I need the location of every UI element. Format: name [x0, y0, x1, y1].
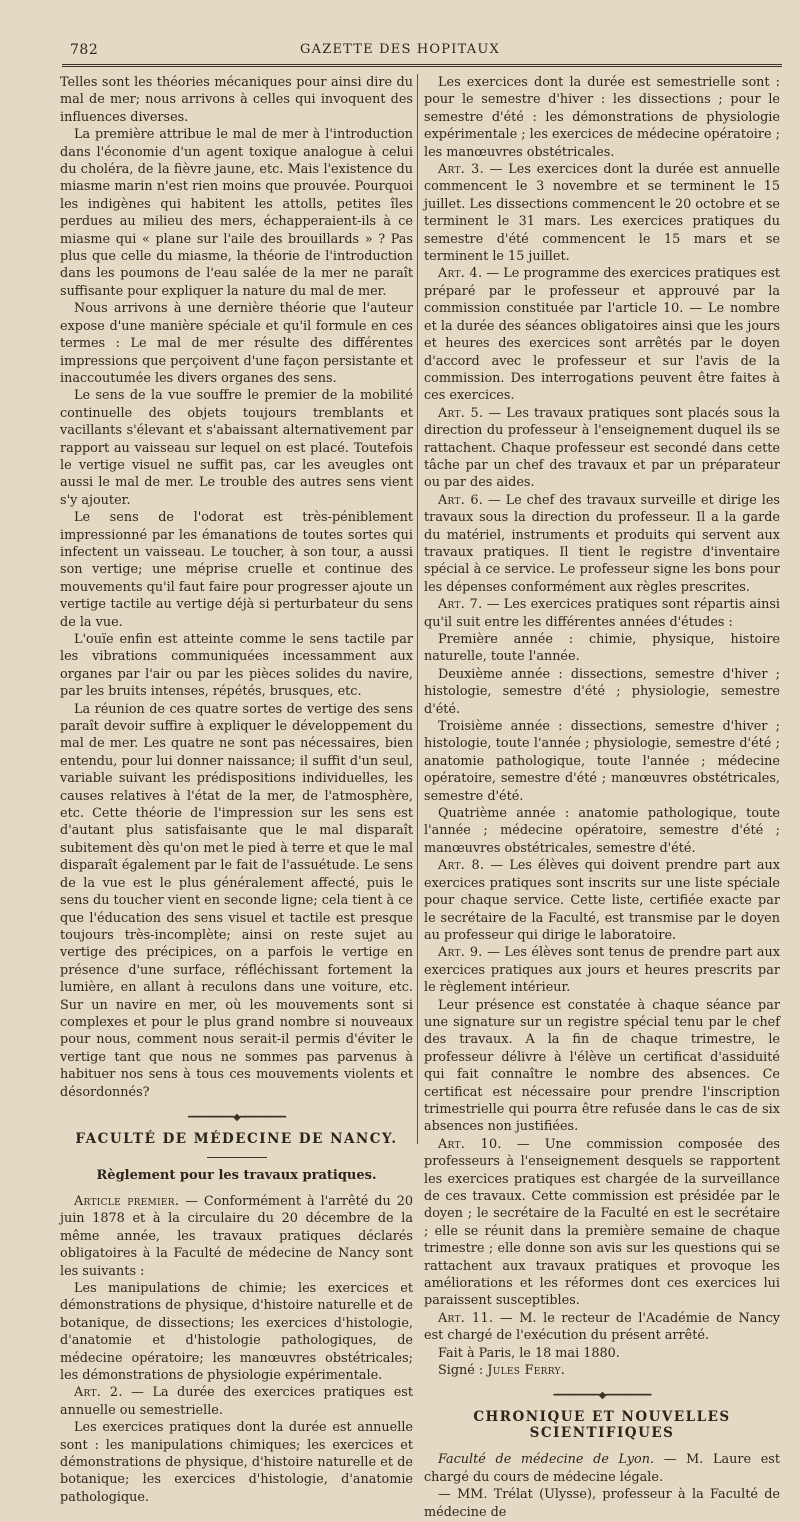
article-paragraph — [60, 1193, 413, 1280]
section-ornament: ━━━━━━━━━◆━━━━━━━━━ — [187, 1111, 286, 1123]
right-column — [424, 74, 780, 1521]
section-title: CHRONIQUE ET NOUVELLES SCIENTIFIQUES — [473, 1409, 731, 1442]
article-text: — Conformément à l'arrêté du 20 juin 1878 et à la circulaire du 20 décembre de la même année, les travaux pratiques déclarés obligatoires à la Faculté de médecine de Nancy sont les suivants : — [60, 1193, 413, 1279]
news-place: Faculté de médecine de Lyon. — [438, 1452, 655, 1468]
article-paragraph — [60, 1384, 413, 1419]
paragraph: Nous arrivons à une dernière théorie que l'auteur expose d'une manière spéciale et qu'il formule en ces termes : Le mal de mer résulte des différentes impressions que perçoivent d'une façon persistante et inaccoutumée les divers organes des sens. — [60, 301, 413, 386]
article-label: Art. 8. — [438, 858, 485, 874]
article-label: Art. 6. — [438, 492, 484, 508]
article-text: — Les exercices pratiques sont répartis ainsi qu'il suit entre les différentes années d'études : — [424, 597, 780, 630]
subsection-title: Règlement pour les travaux pratiques. — [96, 1167, 377, 1183]
article-paragraph — [424, 161, 780, 265]
column-divider — [417, 74, 418, 1144]
article-label: Art. 10. — [438, 1136, 502, 1152]
paragraph: Leur présence est constatée à chaque séance par une signature sur un registre spécial tenu par le chef des travaux. A la fin de chaque trimestre, le professeur délivre à l'élève un certificat d'assiduité qui fait connaître le nombre des absences. Ce certificat est nécessaire pour prendre l'inscription trimestrielle qui pourra être refusée dans le cas de six absences non justifiées. — [424, 997, 780, 1135]
article-label: Art. 9. — [438, 945, 483, 961]
paragraph: Les manipulations de chimie; les exercices et démonstrations de physique, d'histoire naturelle et de botanique, de dissections; les exercices d'histologie, d'anatomie et d'histologie pathologiques, de médecine opératoire; les manœuvres obstétricales; les démonstrations de physiologie expérimentale. — [60, 1281, 413, 1384]
signature — [424, 1362, 780, 1379]
article-paragraph — [424, 596, 780, 631]
signed-label: Signé : — [438, 1363, 488, 1379]
article-text: — Les exercices dont la durée est annuelle commencent le 3 novembre et se terminent le 15 juillet. Les dissections commencent le 20 octobre et se terminent le 31 mars. Les exercices pratiques du semestre d'été commencent le 15 mars et se terminent le 15 juillet. — [424, 162, 780, 265]
date-line: Fait à Paris, le 18 mai 1880. — [438, 1345, 620, 1361]
paragraph: Le sens de la vue souffre le premier de la mobilité continuelle des objets toujours tremblants et vacillants s'élevant et s'abaissant alternativement par rapport au vaisseau sur lequel on est placé. Toutefois le vertige visuel ne suffit pas, car les aveugles ont aussi le mal de mer. Le trouble des autres sens vient s'y ajouter. — [60, 388, 413, 508]
section-ornament: ━━━━━━━━━◆━━━━━━━━━ — [553, 1390, 651, 1402]
article-paragraph — [424, 1136, 780, 1310]
running-title: GAZETTE DES HOPITAUX — [300, 42, 500, 57]
header-rule — [62, 64, 782, 67]
left-column — [60, 74, 413, 1506]
article-paragraph — [424, 857, 780, 944]
news-text: — M. Laure est chargé du cours de médecine légale. — [424, 1452, 780, 1485]
year-paragraph: Deuxième année : dissections, semestre d'hiver ; histologie, semestre d'été ; physiologie, semestre d'été. — [424, 666, 780, 717]
article-text: — Les élèves qui doivent prendre part aux exercices pratiques sont inscrits sur une liste spéciale pour chaque service. Cette liste, certifiée exacte par le secrétaire de la Faculté, est transmise par le doyen au professeur qui dirige le laboratoire. — [424, 858, 781, 943]
article-paragraph — [424, 405, 780, 492]
article-label: Art. 7. — [438, 597, 483, 613]
paragraph: Les exercices dont la durée est semestrielle sont : pour le semestre d'hiver : les dissections ; pour le semestre d'été : les démonstrations de physiologie expérimentale ; les exercices de médecine opératoire ; les manœuvres obstétricales. — [424, 75, 780, 160]
article-paragraph — [424, 492, 780, 596]
article-text: — Le chef des travaux surveille et dirige les travaux sous la direction du professeur. Il a la garde du matériel, instruments et produits qui servent aux travaux pratiques. Il tient le registre d'inventaire spécial à ce service. Le professeur signe les bons pour les dépenses conformément aux règles prescrites. — [424, 492, 780, 595]
paragraph: Le sens de l'odorat est très-péniblement impressionné par les émanations de toutes sortes qui infectent un vaisseau. Le toucher, à son tour, a aussi son vertige; une méprise cruelle et continue des mouvements qu'il faut faire pour progresser ajoute un vertige tactile au vertige déjà si perturbateur du sens de la vue. — [60, 510, 413, 630]
year-paragraph: Troisième année : dissections, semestre d'hiver ; histologie, toute l'année ; physiologie, semestre d'été ; anatomie pathologique, toute l'année ; médecine opératoire, semestre d'été ; manœuvres obstétricales, semestre d'été. — [424, 719, 780, 804]
article-paragraph — [424, 265, 780, 404]
page-number: 782 — [70, 42, 99, 58]
signed-name: Jules Ferry. — [487, 1363, 566, 1379]
news-item: — MM. Trélat (Ulysse), professeur à la Faculté de médecine de — [424, 1487, 780, 1520]
article-paragraph — [424, 1310, 780, 1345]
article-paragraph — [424, 944, 780, 996]
section-title: FACULTÉ DE MÉDECINE DE NANCY. — [75, 1130, 398, 1147]
article-label: Art. 4. — [438, 266, 483, 282]
short-rule — [207, 1157, 267, 1158]
article-label: Article premier. — [74, 1193, 180, 1209]
paragraph: La première attribue le mal de mer à l'introduction dans l'économie d'un agent toxique analogue à celui du choléra, de la fièvre jaune, etc. Mais l'existence du miasme marin n'est rien moins que prouvée. Pourquoi les indigènes qui habitent les attolls, petites îles perdues au milieu des mers, échapperaient-ils à ce miasme qui « plane sur l'aile des brouillards » ? Pas plus que celle du miasme, la théorie de l'introduction dans les poumons de l'eau salée de la mer ne paraît suffisante pour expliquer la nature du mal de mer. — [60, 127, 413, 299]
article-text: — Une commission composée des professeurs à l'enseignement desquels se rapportent les exercices pratiques est chargée de la surveillance de ces travaux. Cette commission est présidée par le doyen ; le secrétaire de la Faculté en est le secrétaire ; elle se réunit dans la première semaine de chaque trimestre ; elle donne son avis sur les questions qui se rattachent aux travaux pratiques et provoque les améliorations et les réformes dont ces exercices lui paraissent susceptibles. — [424, 1136, 781, 1309]
year-paragraph: Première année : chimie, physique, histoire naturelle, toute l'année. — [424, 632, 780, 665]
article-label: Art. 3. — [438, 162, 484, 178]
article-label: Art. 5. — [438, 405, 484, 421]
paragraph: L'ouïe enfin est atteinte comme le sens tactile par les vibrations communiquées incessamment aux organes par l'air ou par les pièces solides du navire, par les bruits intenses, répétés, brusques, etc. — [60, 632, 413, 700]
paragraph: La réunion de ces quatre sortes de vertige des sens paraît devoir suffire à expliquer le développement du mal de mer. Les quatre ne sont pas nécessaires, bien entendu, pour lui donner naissance; il suffit d'un seul, variable suivant les prédispositions individuelles, les causes relatives à l'état de la mer, de l'atmosphère, etc. Cette théorie de l'impression sur les sens est d'autant plus satisfaisante que le mal disparaît subitement dès qu'on met le pied à terre et que le mal disparaît également par le fait de l'assuétude. Le sens de la vue est le plus généralement affecté, puis le sens du toucher vient en seconde ligne; cela tient à ce que l'éducation des sens visuel et tactile est presque toujours très-incomplète; ainsi on reste sujet au vertige des précipices, on a parfois le vertige en présence d'une surface, réfléchissant fortement la lumière, en allant à reculons dans une voiture, etc. Sur un navire en mer, où les mouvements sont si complexes et pour le plus grand nombre si nouveaux pour nous, comment nous serait-il permis d'éviter le vertige tant que nous ne sommes pas parvenus à habituer nos sens à tous ces mouvements violents et désordonnés? — [60, 701, 413, 1100]
article-text: — Les élèves sont tenus de prendre part aux exercices pratiques aux jours et heures prescrits par le règlement intérieur. — [424, 945, 780, 996]
year-paragraph: Quatrième année : anatomie pathologique, toute l'année ; médecine opératoire, semestre d'été ; manœuvres obstétricales, semestre d'été. — [424, 806, 780, 856]
article-label: Art. 2. — [74, 1385, 123, 1401]
news-item — [424, 1451, 780, 1486]
article-label: Art. 11. — [438, 1310, 494, 1326]
article-text: — Le programme des exercices pratiques est préparé par le professeur et approuvé par la commission constituée par l'article 10. — Le nombre et la durée des séances obligatoires ainsi que les jours et heures des exercices sont arrêtés par le doyen d'accord avec le professeur et sur l'avis de la commission. Des interrogations peuvent être faites à ces exercices. — [424, 266, 780, 404]
article-text: — Les travaux pratiques sont placés sous la direction du professeur à l'enseignement duquel ils se rattachent. Chaque professeur est secondé dans cette tâche par un chef des travaux et par un préparateur ou par des aides. — [424, 405, 780, 491]
article-text: — La durée des exercices pratiques est annuelle ou semestrielle. — [60, 1385, 413, 1418]
article-text: — M. le recteur de l'Académie de Nancy est chargé de l'exécution du présent arrêté. — [424, 1310, 780, 1344]
paragraph: Telles sont les théories mécaniques pour ainsi dire du mal de mer; nous arrivons à celles qui invoquent des influences diverses. — [60, 75, 413, 125]
paragraph: Les exercices pratiques dont la durée est annuelle sont : les manipulations chimiques; les exercices et démonstrations de physique, d'histoire naturelle et de botanique; les exercices d'histologie, d'anatomie pathologique. — [60, 1420, 413, 1505]
